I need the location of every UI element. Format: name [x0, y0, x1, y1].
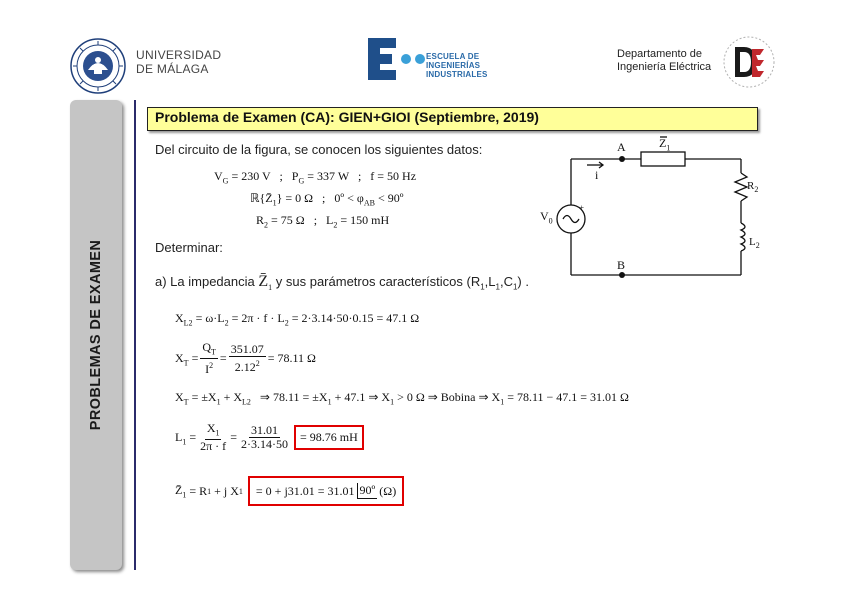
university-seal-logo: [70, 38, 126, 94]
xt-fraction-1: $\frac{Q_T}{I^2}$: [202, 340, 216, 377]
university-name: [136, 48, 221, 76]
determinar-text: Determinar:: [155, 240, 223, 255]
data-line-1: $V_G = 230$ V ; $P_G = 337$ W ; f = 50 Hz: [214, 169, 417, 186]
pg-symbol: P: [291, 169, 299, 183]
data-line-2: $ℝ\{Z̄_1\} = 0$ Ω ; 0º < $\varphi_{AB}$ < 90º: [250, 191, 404, 208]
school-logo: [366, 36, 428, 82]
side-tab-label-wrap: [70, 100, 122, 570]
equation-z1: $Z̄_1$ = R 1 + j X 1 = 0 + j31.01 = 31.01 90º (Ω): [175, 476, 404, 506]
z1-label: $Z_1$: [659, 136, 671, 153]
real-z1-value: = 0 Ω: [285, 191, 314, 205]
svg-text:+: +: [579, 203, 585, 213]
page-title: Problema de Examen (CA): GIEN+GIOI (Septiembre, 2019): [155, 109, 539, 125]
question-a-prefix: a) La impedancia: [155, 274, 255, 289]
department-logo: [722, 35, 776, 89]
source-label: $V_0$: [540, 209, 553, 226]
phi-upper: < 90º: [377, 191, 404, 205]
dept-line-1: Departamento de: [617, 48, 702, 60]
intro-text: Del circuito de la figura, se conocen los siguientes datos:: [155, 142, 483, 157]
l1-fraction-1: $\frac{X_1}{2\pi \cdot f}$: [200, 421, 227, 454]
dept-line-2: Ingeniería Eléctrica: [617, 61, 712, 73]
school-line-3: INDUSTRIALES: [426, 70, 488, 79]
node-b-label: B: [617, 258, 626, 272]
data-line-3: $R_2 = 75$ Ω ; $L_2 = 150$ mH: [256, 213, 390, 230]
question-a-tail: ) .: [517, 274, 529, 289]
school-line-1: ESCUELA DE: [426, 52, 480, 61]
l1-result-box: = 98.76 mH: [294, 425, 364, 450]
vg-value: = 230 V: [231, 169, 271, 183]
l2-label: $L_2$: [749, 236, 760, 251]
university-line-2: DE MÁLAGA: [136, 62, 209, 76]
vg-symbol: V: [214, 169, 223, 183]
question-a: a) La impedancia $Z̄_1$ y sus parámetros característicos $(R_1,L_1,C_1)$ .: [155, 273, 529, 293]
department-name: [617, 48, 711, 74]
l1-fraction-2: $\frac{31.01}{2\cdot 3.14\cdot 50}$: [240, 423, 288, 452]
current-label: i: [595, 168, 599, 182]
question-a-suffix: y sus parámetros característicos (R: [275, 274, 481, 289]
equation-l1: $L_1$ = $\frac{X_1}{2\pi \cdot f}$ = $\frac{31.01}{2\cdot 3.14\cdot 50}$ = 98.76 mH: [175, 422, 364, 453]
l2-symbol: L: [326, 213, 334, 227]
vertical-divider: [134, 100, 136, 570]
university-line-1: UNIVERSIDAD: [136, 48, 222, 62]
l2-value: = 150 mH: [340, 213, 390, 227]
phi-condition: 0º < φ: [334, 191, 364, 205]
node-a-label: A: [617, 140, 626, 154]
side-tab-label: PROBLEMAS DE EXAMEN: [88, 239, 105, 431]
r2-value: = 75 Ω: [271, 213, 305, 227]
r2-label: $R_2$: [747, 180, 759, 195]
equation-xt: $X_T$ = $\frac{Q_T}{I^2}$ = $\frac{351.07}{2.12^2}$ = 78.11 Ω: [175, 340, 316, 377]
circuit-diagram: [535, 135, 775, 285]
school-name: [426, 52, 488, 79]
z1-result-box: = 0 + j31.01 = 31.01 90º (Ω): [248, 476, 404, 506]
school-line-2: INGENIERÍAS: [426, 61, 481, 70]
frequency-value: f = 50 Hz: [370, 169, 417, 183]
r2-symbol: R: [256, 213, 265, 227]
xt-fraction-2: $\frac{351.07}{2.12^2}$: [230, 342, 264, 375]
pg-value: = 337 W: [307, 169, 349, 183]
equation-x1: $X_T = \pm X_1 + X_{L2}$ ⇒ $78.11 = \pm X_1 + 47.1$ ⇒ $X_1 > 0$ Ω ⇒ Bobina ⇒ $X_1 = 78.11 - 47.1 = 31.01$ Ω: [175, 390, 629, 407]
equation-xl2: $X_{L2} = \omega\cdot L_2 = 2\pi \cdot f \cdot L_2 = 2\cdot 3.14\cdot 50\cdot 0.15 = 47.1$ Ω: [175, 311, 420, 328]
